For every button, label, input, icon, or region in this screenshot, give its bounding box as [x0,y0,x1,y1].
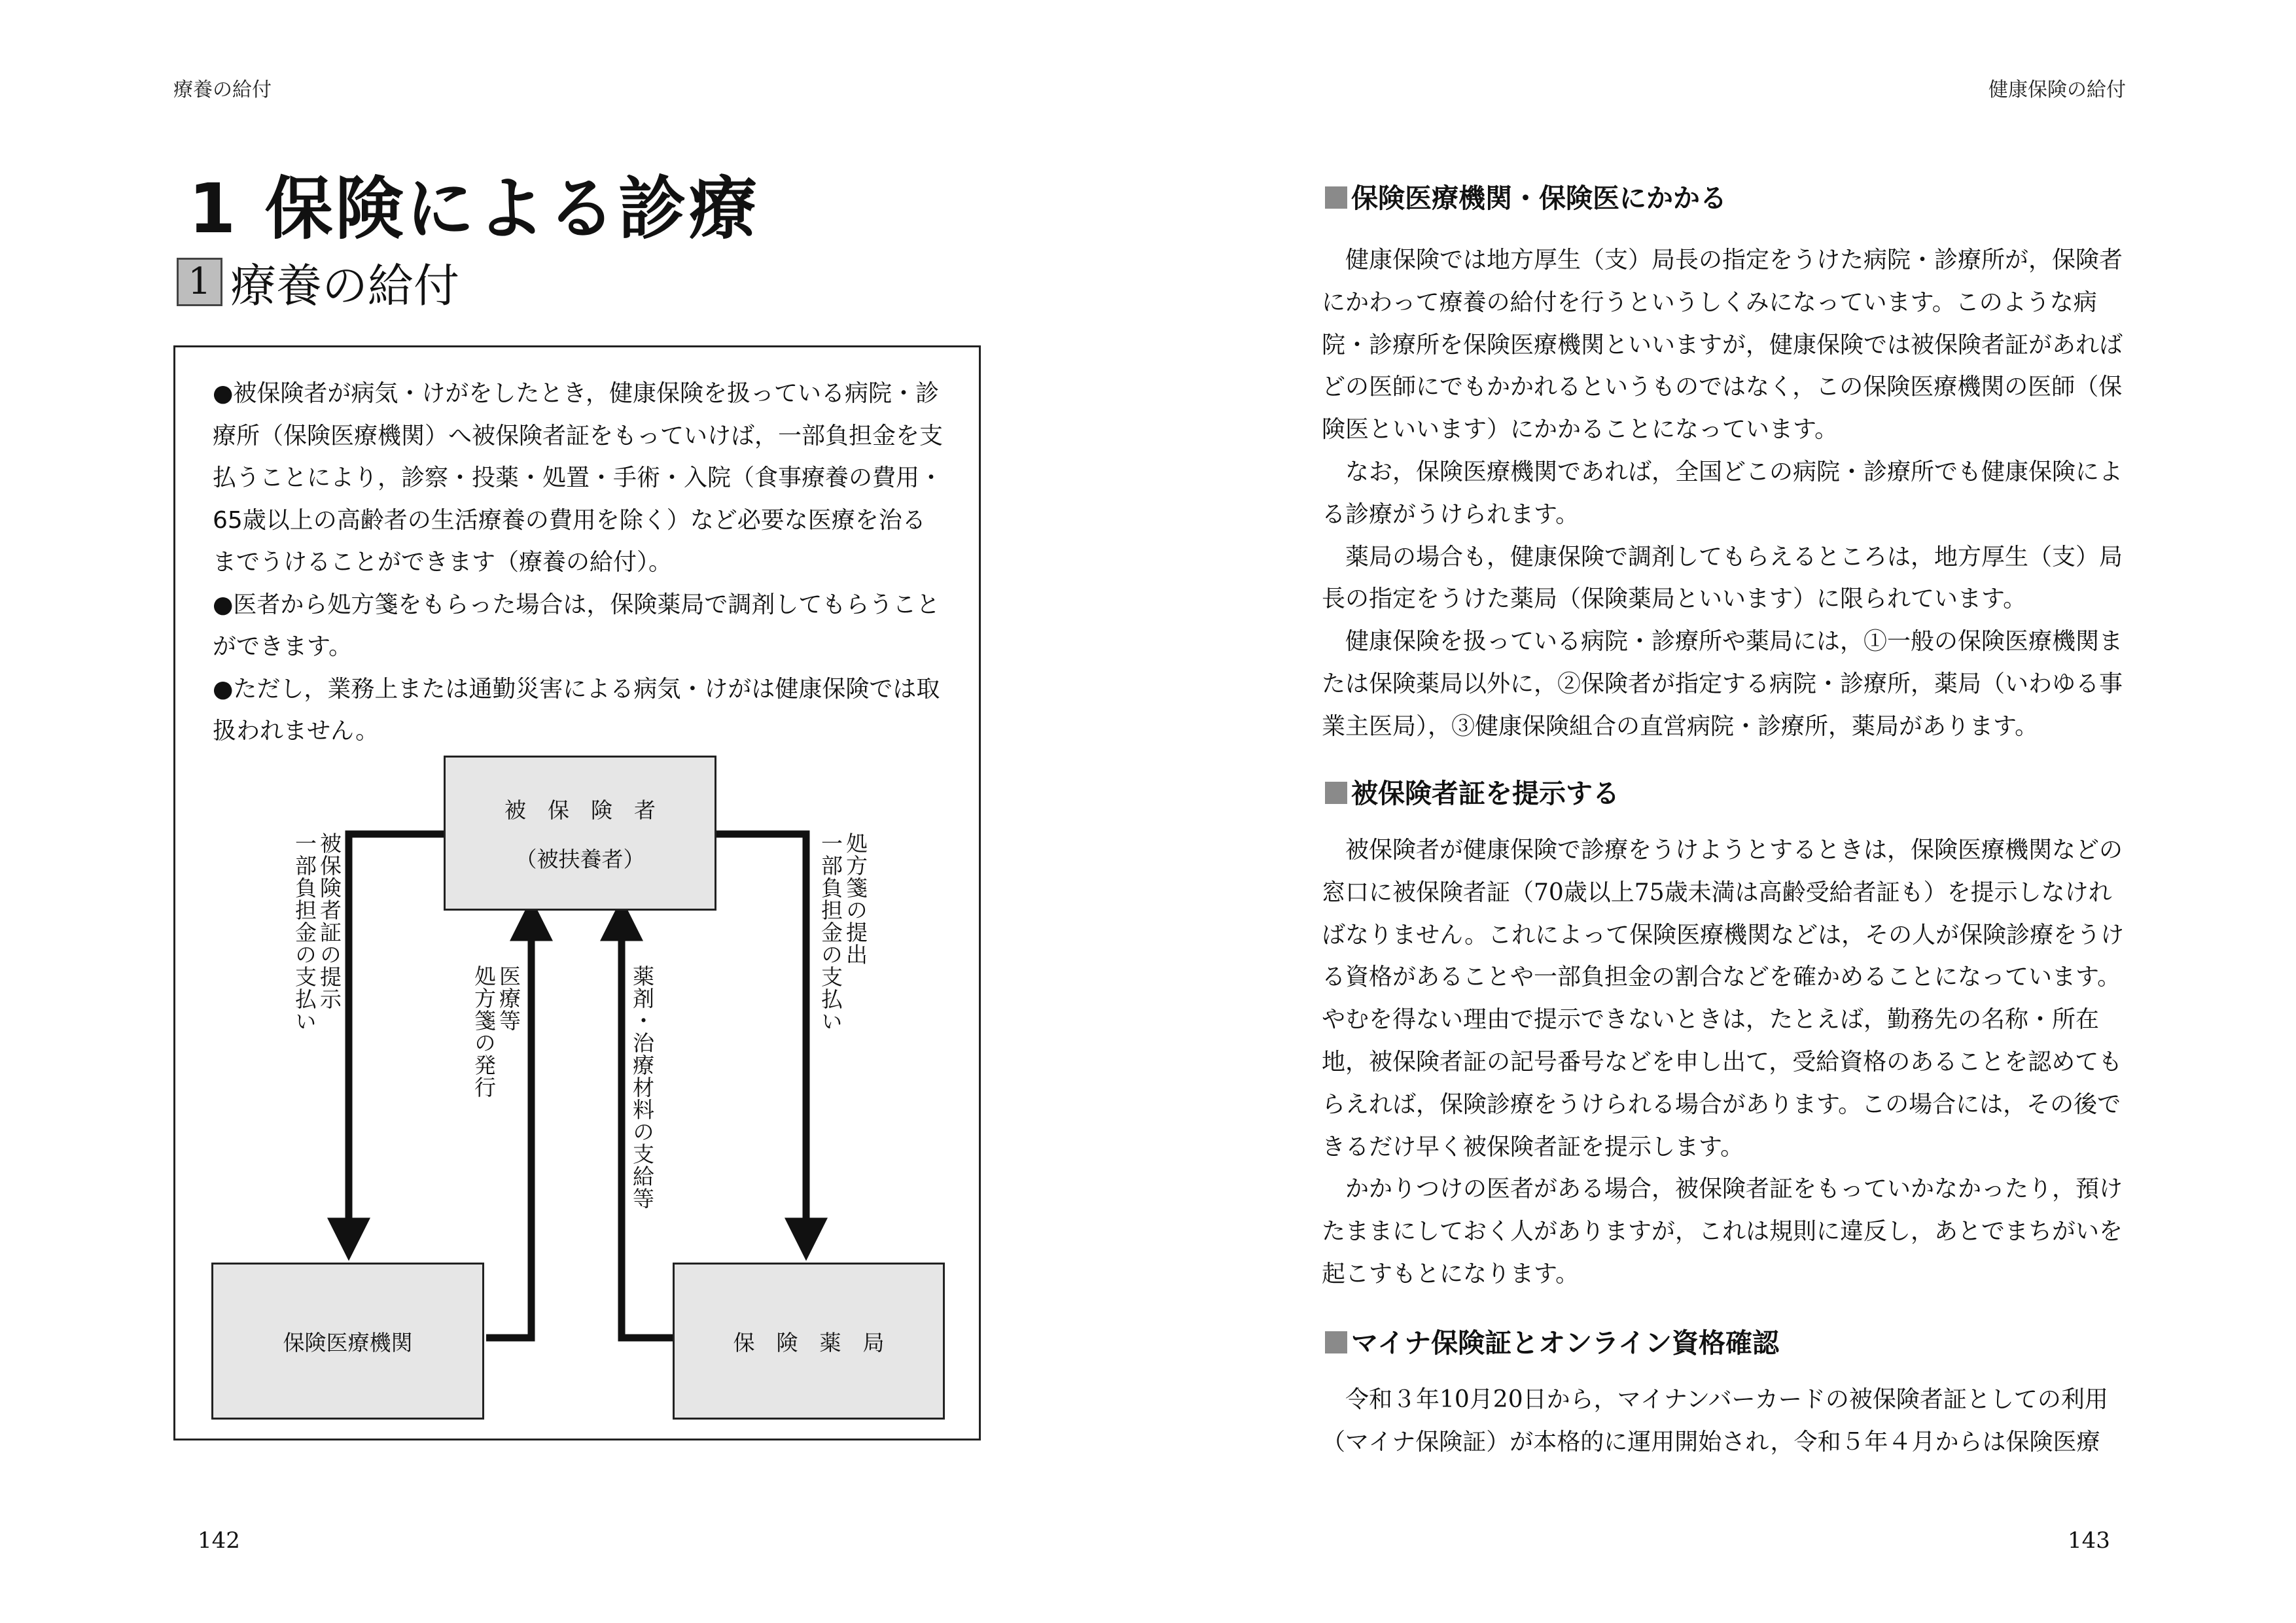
bullet-item: ●医者から処方箋をもらった場合は，保険薬局で調剤してもらうことができます。 [213,591,940,660]
paragraph: なお，保険医療機関であれば，全国どこの病院・診療所でも健康保険による診療がうけられます。 [1322,458,2123,528]
node-insured-label: 被 保 険 者 [504,797,656,823]
heading-text: 被保険者証を提示する [1351,778,1619,809]
label-care-and-prescription: 医療等 処方箋の発行 [471,965,521,1098]
heading-square-icon [1325,186,1347,209]
paragraph: 薬局の場合も，健康保険で調剤してもらえるところは，地方厚生（支）局長の指定をうけた薬局（保険薬局といいます）に限られています。 [1322,543,2123,613]
section-title: 療養の給付 [230,258,459,313]
node-pharmacy-label: 保 険 薬 局 [733,1329,885,1355]
paragraph: 健康保険では地方厚生（支）局長の指定をうけた病院・診療所が，保険者にかわって療養の給付を行うというしくみになっています。このような病院・診療所を保険医療機関といいますが，健康保険では被保険者証があればどの医師にでもかかれるというものではなく，この保険医療機関の医師（保険医といいます）にかかることになっています。 [1322,247,2123,444]
paragraph: 被保険者が健康保険で診療をうけようとするときは，保険医療機関などの窓口に被保険者証（70歳以上75歳未満は高齢受給者証も）を提示しなければなりません。これによって保険医療機関などは，その人が保険診療をうける資格があることや一部負担金の割合などを確かめることになっています。やむを得ない理由で提示できないときは，たとえば，勤務先の名称・所在地，被保険者証の記号番号などを申し出て，受給資格のあることを認めてもらえれば，保険診療をうけられる場合があります。この場合には，その後できるだけ早く被保険者証を提示します。 [1322,837,2125,1161]
body-present-card [1322,829,2133,1296]
label-prescription-and-copay: 処方箋の提出 一部負担金の支払い [818,832,868,1032]
node-institution-label: 保険医療機関 [283,1329,413,1355]
heading-square-icon [1325,782,1347,804]
running-head-right: 健康保険の給付 [1988,79,2126,101]
section-number: 1 [177,258,222,306]
label-drugs-supply: 薬剤・治療材料の支給等 [629,965,655,1210]
page-number-left: 142 [198,1527,240,1554]
heading-text: マイナ保険証とオンライン資格確認 [1351,1327,1779,1359]
arrow-insured-to-pharmacy [716,834,806,1243]
paragraph: 健康保険を扱っている病院・診療所や薬局には，①一般の保険医療機関または保険薬局以外に，②保険者が指定する病院・診療所，薬局（いわゆる事業主医局），③健康保険組合の直営病院・診療所，薬局があります。 [1322,628,2123,740]
bullet-item: ●ただし，業務上または通勤災害による病気・けがは健康保険では取扱われません。 [213,675,940,744]
body-insurance-institutions [1322,239,2133,748]
heading-square-icon [1325,1331,1347,1353]
page-number-right: 143 [2068,1527,2110,1554]
node-pharmacy [673,1263,945,1420]
node-medical-institution [211,1263,484,1420]
heading-present-card [1325,772,1619,811]
bullet-item: ●被保険者が病気・けがをしたとき，健康保険を扱っている病院・診療所（保険医療機関）へ被保険者証をもっていけば，一部負担金を支払うことにより，診察・投薬・処置・手術・入院（食事療養の費用・65歳以上の高齢者の生活療養の費用を除く）など必要な医療を治るまでうけることができます（療養の給付）。 [213,380,944,576]
node-insured-sub: （被扶養者） [515,846,645,872]
running-head-left: 療養の給付 [173,79,272,101]
label-card-and-copay: 被保険者証の提示 一部負担金の支払い [292,832,342,1032]
paragraph: かかりつけの医者がある場合，被保険者証をもっていかなかったり，預けたままにしておく人がありますが，これは規則に違反し，あとでまちがいを起こすもとになります。 [1322,1176,2123,1287]
body-myna-card [1322,1379,2133,1464]
chapter-title: 1 保険による診療 [188,169,760,249]
heading-insurance-institutions [1325,177,1727,215]
heading-myna-card [1325,1321,1779,1360]
heading-text: 保険医療機関・保険医にかかる [1351,183,1727,214]
paragraph: 令和３年10月20日から，マイナンバーカードの被保険者証としての利用（マイナ保険証）が本格的に運用開始され，令和５年４月からは保険医療 [1322,1386,2108,1456]
node-insured [444,756,716,911]
arrow-insured-to-institution [349,834,444,1243]
